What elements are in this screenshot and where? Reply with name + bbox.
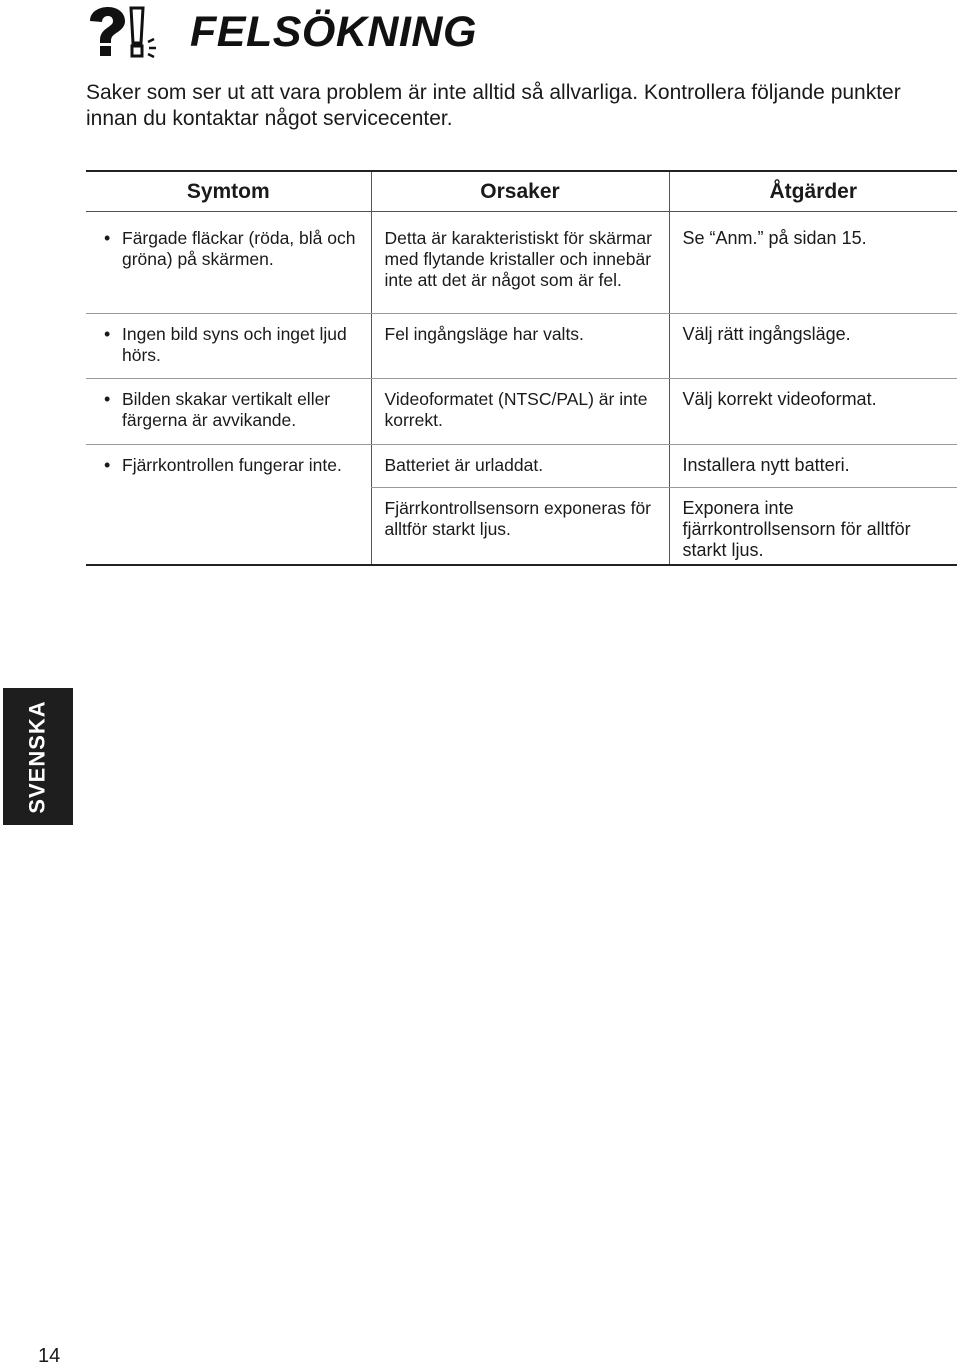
remedy-cell: Se “Anm.” på sidan 15. [669, 212, 957, 314]
symptom-cell [86, 488, 371, 566]
cause-cell: Fjärrkontrollsensorn exponeras för alltför starkt ljus. [371, 488, 669, 566]
remedy-cell: Exponera inte fjärrkontrollsensorn för alltför starkt ljus. [669, 488, 957, 566]
page-header [86, 4, 477, 60]
symptom-text: Ingen bild syns och inget ljud hörs. [122, 324, 347, 365]
table-row [86, 212, 957, 314]
cause-cell: Detta är karakteristiskt för skärmar med flytande kristaller och innebär inte att det är något som är fel. [371, 212, 669, 314]
remedy-cell: Välj rätt ingångsläge. [669, 314, 957, 379]
question-exclamation-icon [86, 6, 160, 58]
page-number: 14 [38, 1345, 61, 1367]
remedy-cell: Installera nytt batteri. [669, 445, 957, 488]
cause-cell: Videoformatet (NTSC/PAL) är inte korrekt. [371, 379, 669, 445]
symptom-text: Fjärrkontrollen fungerar inte. [122, 455, 342, 475]
cause-cell: Batteriet är urladdat. [371, 445, 669, 488]
intro-text: Saker som ser ut att vara problem är inte alltid så allvarliga. Kontrollera följande punkter innan du kontaktar något servicecenter. [86, 81, 901, 130]
bullet-icon: • [104, 228, 111, 248]
language-tab-label: SVENSKA [25, 699, 51, 814]
language-tab [3, 688, 73, 825]
table-row [86, 314, 957, 379]
symptom-cell [86, 212, 371, 314]
table-row [86, 445, 957, 488]
symptom-cell [86, 445, 371, 488]
column-header-cause: Orsaker [371, 171, 669, 212]
page-title: FELSÖKNING [190, 7, 477, 56]
symptom-cell [86, 314, 371, 379]
bullet-icon: • [104, 389, 111, 409]
troubleshooting-table [86, 170, 957, 566]
symptom-text: Bilden skakar vertikalt eller färgerna är avvikande. [122, 389, 331, 430]
symptom-text: Färgade fläckar (röda, blå och gröna) på skärmen. [122, 228, 356, 269]
table-header-row [86, 171, 957, 212]
remedy-cell: Välj korrekt videoformat. [669, 379, 957, 445]
bullet-icon: • [104, 324, 111, 344]
column-header-remedy: Åtgärder [669, 171, 957, 212]
column-header-symptom: Symtom [86, 171, 371, 212]
table-row [86, 379, 957, 445]
table-row [86, 488, 957, 566]
symptom-cell [86, 379, 371, 445]
bullet-icon: • [104, 455, 111, 475]
cause-cell: Fel ingångsläge har valts. [371, 314, 669, 379]
